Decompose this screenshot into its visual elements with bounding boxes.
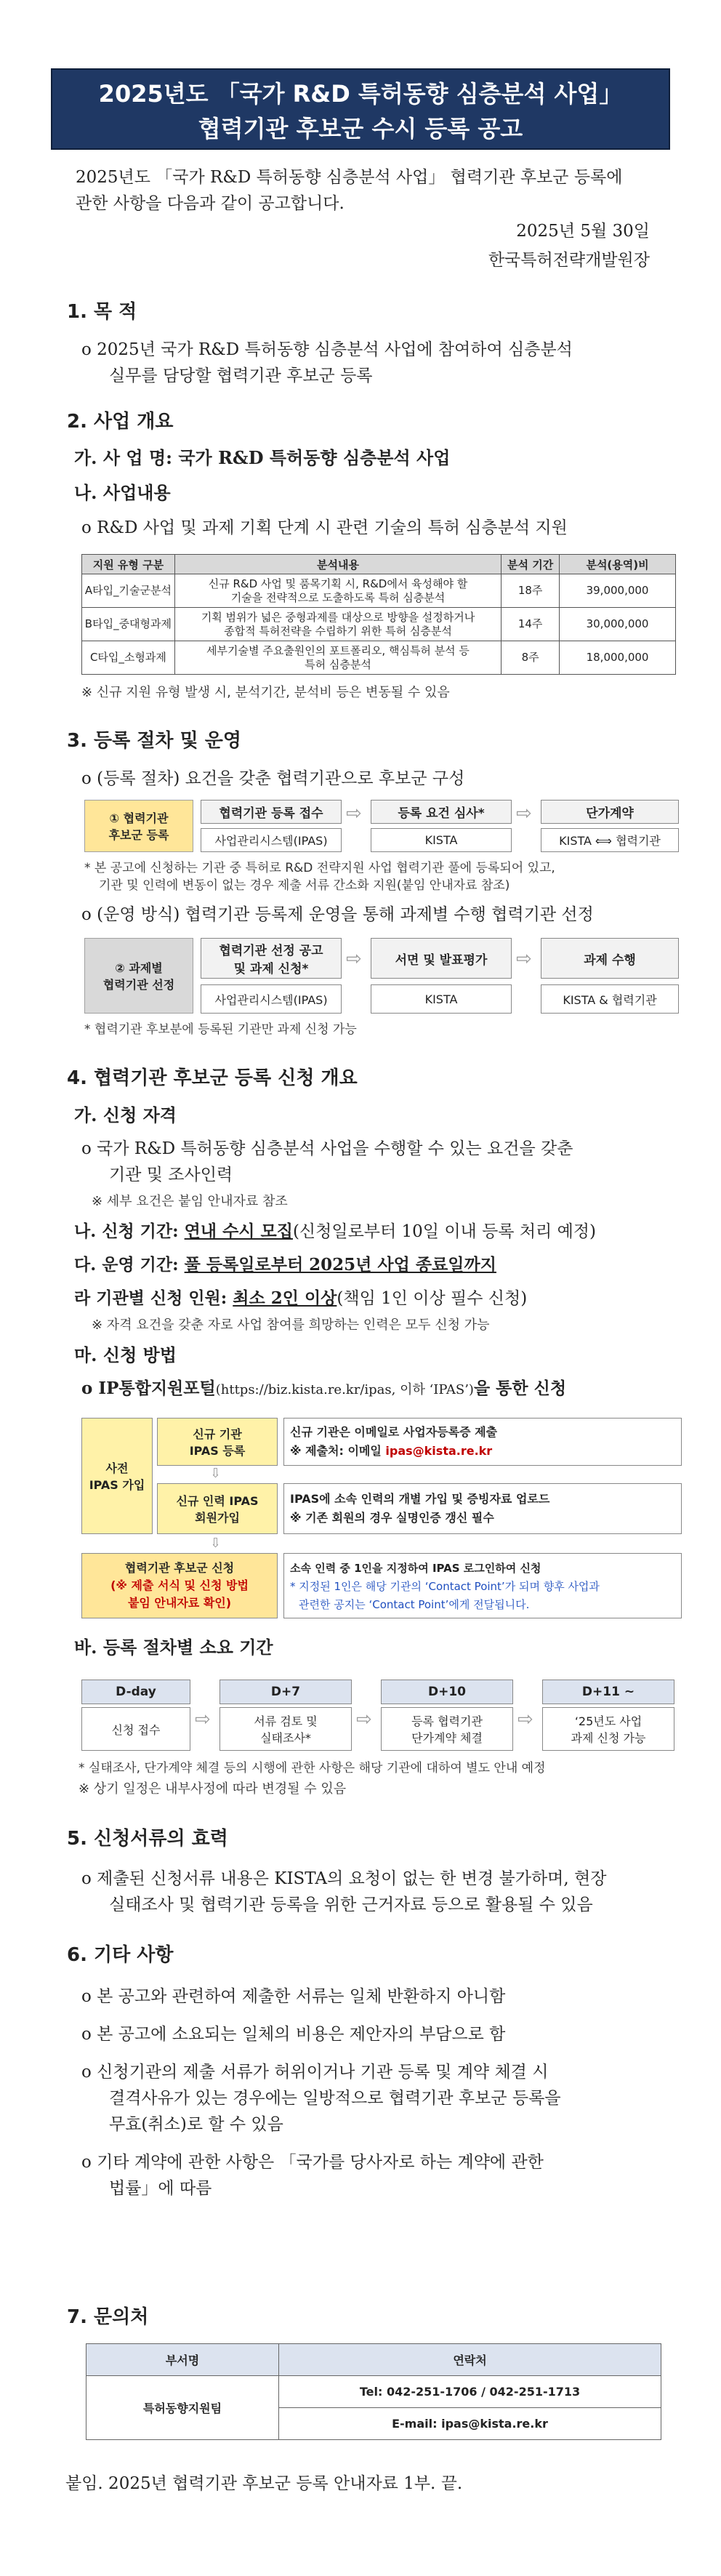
headcount-suffix: (책임 1인 이상 필수 신청) [337, 1289, 528, 1308]
s4-headcount-note: ※ 자격 요건을 갖춘 자로 사업 참여를 희망하는 인력은 모두 신청 가능 [92, 1317, 490, 1333]
flow2-step-1-head [201, 938, 342, 979]
title-line-1: 2025년도 「국가 R&D 특허동향 심층분석 사업」 [98, 80, 623, 108]
flow1-step-1-body: 사업관리시스템(IPAS) [201, 828, 342, 852]
intro-line-1: 2025년도 「국가 R&D 특허동향 심층분석 사업」 협력기관 후보군 등록에 [76, 168, 623, 187]
cell-content [174, 641, 501, 675]
s4-application-period [74, 1219, 596, 1245]
period-value: 연내 수시 모집 [184, 1221, 293, 1241]
s4-method-line [81, 1376, 566, 1403]
apply-desc-line: 신규 기관은 이메일로 사업자등록증 제출 [290, 1425, 498, 1439]
apply-step-line: 협력기관 후보군 신청 [124, 1561, 235, 1575]
apply-step-1 [157, 1418, 278, 1466]
flow2-step-head-line: 협력기관 선정 공고 [219, 944, 323, 958]
operation-prefix: 다. 운영 기간: [74, 1255, 185, 1275]
th-department: 부서명 [86, 2344, 279, 2376]
apply-desc-2 [283, 1483, 682, 1534]
flow2-step-2-body: KISTA [371, 984, 512, 1014]
flow2-step-3-head: 과제 수행 [541, 938, 679, 979]
method-prefix: o IP통합지원포털 [81, 1379, 216, 1398]
apply-desc-line [290, 1442, 675, 1461]
timeline-body-line: 실태조사* [260, 1731, 311, 1745]
s6-item-4-line-2: 법률」에 따름 [109, 2179, 212, 2198]
apply-step-line: 붙임 안내자료 확인) [127, 1596, 232, 1610]
cell-content-line: 기획 범위가 넓은 중형과제를 대상으로 방향을 설정하거나 [201, 610, 475, 624]
apply-step-line: 신규 기관 [193, 1427, 242, 1441]
section-3-heading: 3. 등록 절차 및 운영 [67, 730, 241, 752]
s3-note-1a: * 본 공고에 신청하는 기관 중 특허로 R&D 전략지원 사업 협력기관 풀에 등록되어 있고, [84, 861, 555, 875]
s4-eligibility-line-1: o 국가 R&D 특허동향 심층분석 사업을 수행할 수 있는 요건을 갖춘 [81, 1139, 573, 1158]
cell-content-line: 신규 R&D 사업 및 품목기획 시, R&D에서 육성해야 할 [208, 577, 468, 590]
cell-content-line: 특허 심층분석 [305, 657, 371, 671]
s4-timeline-note-1: * 실태조사, 단가계약 체결 등의 시행에 관한 사항은 해당 기관에 대하여 별도 안내 예정 [78, 1761, 546, 1775]
timeline-1-body: 신청 접수 [81, 1707, 190, 1751]
section-6-heading: 6. 기타 사항 [67, 1944, 174, 1966]
s2-project-name: 가. 사 업 명: 국가 R&D 특허동향 심층분석 사업 [74, 447, 451, 468]
arrow-right-icon: ⇨ [346, 803, 362, 824]
table-row [82, 608, 676, 641]
s1-line-1: o 2025년 국가 R&D 특허동향 심층분석 사업에 참여하여 심층분석 [81, 340, 573, 359]
section-1-heading: 1. 목 적 [67, 301, 137, 323]
cell-email[interactable]: E-mail: ipas@kista.re.kr [279, 2408, 661, 2440]
cell-period: 8주 [502, 641, 560, 675]
title-line-2: 협력기관 후보군 수시 등록 공고 [198, 115, 523, 143]
flow2-label-line: ② 과제별 [115, 961, 163, 975]
ipas-url-link[interactable]: (https://biz.kista.re.kr/ipas, 이하 ‘IPAS’) [215, 1382, 474, 1397]
s4-eligibility-line-2: 기관 및 조사인력 [109, 1165, 233, 1184]
arrow-down-icon: ⇩ [210, 1466, 222, 1481]
cell-content [174, 608, 501, 641]
flow2-label-line: 협력기관 선정 [102, 978, 175, 992]
cell-content-line: 종합적 특허전략을 수립하기 위한 특허 심층분석 [224, 624, 452, 638]
s3-note-1b: 기관 및 인력에 변동이 없는 경우 제출 서류 간소화 지원(붙임 안내자료 참조) [99, 878, 510, 893]
section-2-heading: 2. 사업 개요 [67, 411, 174, 433]
s6-item-4-line-1: o 기타 계약에 관한 사항은 「국가를 당사자로 하는 계약에 관한 [81, 2153, 544, 2172]
headcount-prefix: 라 기관별 신청 인원: [74, 1288, 233, 1308]
arrow-right-icon: ⇨ [516, 803, 532, 824]
s6-item-1: o 본 공고와 관련하여 제출한 서류는 일체 반환하지 아니함 [81, 1987, 506, 2006]
issuer-name: 한국특허전략개발원장 [488, 251, 650, 270]
apply-desc-1 [283, 1418, 682, 1466]
timeline-3-body [381, 1707, 513, 1751]
s4-timeline-note-2: ※ 상기 일정은 내부사정에 따라 변경될 수 있음 [78, 1781, 347, 1797]
flow2-step-1-body: 사업관리시스템(IPAS) [201, 984, 342, 1014]
cell-cost: 39,000,000 [560, 574, 676, 608]
timeline-body-line: 과제 신청 가능 [571, 1731, 646, 1745]
apply-step-line: 신규 인력 IPAS [176, 1494, 259, 1508]
flow2-step-2-head: 서면 및 발표평가 [371, 938, 512, 979]
apply-step-3 [81, 1553, 278, 1618]
arrow-right-icon: ⇨ [516, 948, 532, 970]
s4-operation-period [74, 1252, 496, 1278]
th-content: 분석내용 [174, 555, 501, 574]
flow2-step-head-line: 및 과제 신청* [233, 962, 309, 976]
apply-desc-line: ※ 기존 회원의 경우 실명인증 갱신 필수 [290, 1511, 494, 1525]
s1-line-2: 실무를 담당할 협력기관 후보군 등록 [109, 366, 373, 385]
section-7-heading: 7. 문의처 [67, 2306, 149, 2328]
table-row [82, 641, 676, 675]
th-period: 분석 기간 [502, 555, 560, 574]
s5-line-2: 실태조사 및 협력기관 등록을 위한 근거자료 등으로 활용될 수 있음 [109, 1895, 593, 1914]
s4-eligibility-heading: 가. 신청 자격 [74, 1104, 177, 1126]
timeline-body-line: 등록 협력기관 [411, 1714, 483, 1728]
section-4-heading: 4. 협력기관 후보군 등록 신청 개요 [67, 1067, 358, 1089]
apply-step-line: 회원가입 [195, 1511, 240, 1525]
flow1-step-1-head: 협력기관 등록 접수 [201, 800, 342, 824]
s4-method-heading: 마. 신청 방법 [74, 1344, 177, 1365]
cell-type: A타입_기술군분석 [82, 574, 175, 608]
apply-desc-line: * 지정된 1인은 해당 기관의 ‘Contact Point’가 되며 향후 사업과 [290, 1580, 600, 1593]
cell-type: C타입_소형과제 [82, 641, 175, 675]
cell-content-line: 기술을 전략적으로 도출하도록 특허 심층분석 [230, 590, 446, 604]
s3-paragraph-1: o (등록 절차) 요건을 갖춘 협력기관으로 후보군 구성 [81, 769, 465, 788]
timeline-body-line: 단가계약 체결 [411, 1731, 483, 1745]
timeline-4-body [542, 1707, 674, 1751]
timeline-3-head: D+10 [381, 1680, 513, 1704]
s6-item-2: o 본 공고에 소요되는 일체의 비용은 제안자의 부담으로 함 [81, 2025, 506, 2044]
s6-item-3-line-1: o 신청기관의 제출 서류가 허위이거나 기관 등록 및 계약 체결 시 [81, 2063, 549, 2082]
apply-desc-line: 소속 인력 중 1인을 지정하여 IPAS 로그인하여 신청 [290, 1562, 541, 1575]
arrow-right-icon: ⇨ [356, 1709, 372, 1730]
apply-step-2 [157, 1483, 278, 1534]
s3-paragraph-2: o (운영 방식) 협력기관 등록제 운영을 통해 과제별 수행 협력기관 선정 [81, 905, 594, 924]
cell-type: B타입_중대형과제 [82, 608, 175, 641]
arrow-down-icon: ⇩ [210, 1536, 222, 1551]
timeline-4-head: D+11 ~ [542, 1680, 674, 1704]
timeline-body-line: ‘25년도 사업 [574, 1714, 643, 1728]
apply-desc-3 [283, 1553, 682, 1618]
timeline-1-head: D-day [81, 1680, 190, 1704]
s3-note-2: * 협력기관 후보분에 등록된 기관만 과제 신청 가능 [84, 1022, 357, 1037]
intro-paragraph [76, 164, 679, 217]
arrow-right-icon: ⇨ [346, 948, 362, 970]
s2-content-line: o R&D 사업 및 과제 기획 단계 시 관련 기술의 특허 심층분석 지원 [81, 518, 568, 537]
cell-department: 특허동향지원팀 [86, 2376, 279, 2440]
apply-prereq-line: 사전 [105, 1461, 129, 1475]
cell-period: 18주 [502, 574, 560, 608]
s6-item-3-line-2: 결격사유가 있는 경우에는 일방적으로 협력기관 후보군 등록을 [109, 2089, 561, 2108]
s4-headcount [74, 1285, 527, 1312]
th-cost: 분석(용역)비 [560, 555, 676, 574]
flow1-label-line: ① 협력기관 [109, 811, 169, 825]
s2-note: ※ 신규 지원 유형 발생 시, 분석기간, 분석비 등은 변동될 수 있음 [81, 685, 450, 700]
s2-content-heading: 나. 사업내용 [74, 482, 171, 503]
arrow-right-icon: ⇨ [195, 1709, 211, 1730]
apply-step-line: IPAS 등록 [189, 1444, 246, 1458]
operation-value: 풀 등록일로부터 2025년 사업 종료일까지 [184, 1255, 496, 1275]
timeline-body-line: 서류 검토 및 [254, 1714, 318, 1728]
timeline-2-head: D+7 [219, 1680, 352, 1704]
flow1-step-3-head: 단가계약 [541, 800, 679, 824]
support-type-table [81, 554, 676, 675]
section-5-heading: 5. 신청서류의 효력 [67, 1828, 228, 1850]
th-type: 지원 유형 구분 [82, 555, 175, 574]
s5-line-1: o 제출된 신청서류 내용은 KISTA의 요청이 없는 한 변경 불가하며, 현장 [81, 1869, 607, 1888]
attachment-note: 붙임. 2025년 협력기관 후보군 등록 안내자료 1부. 끝. [65, 2474, 463, 2493]
headcount-value: 최소 2인 이상 [233, 1288, 337, 1308]
apply-step-line: (※ 제출 서식 및 신청 방법 [110, 1578, 249, 1592]
intro-line-2: 관한 사항을 다음과 같이 공고합니다. [76, 194, 345, 213]
period-suffix: (신청일로부터 10일 이내 등록 처리 예정) [292, 1222, 596, 1241]
apply-prereq-line: IPAS 가입 [89, 1478, 145, 1492]
period-prefix: 나. 신청 기간: [74, 1221, 185, 1241]
s4-timeline-heading: 바. 등록 절차별 소요 기간 [74, 1637, 273, 1658]
announcement-date: 2025년 5월 30일 [516, 222, 650, 241]
method-suffix: 을 통한 신청 [473, 1379, 567, 1398]
email-prefix: ※ 제출처: 이메일 [290, 1444, 386, 1458]
flow1-step-2-body: KISTA [371, 828, 512, 852]
s4-eligibility-note: ※ 세부 요건은 붙임 안내자료 참조 [92, 1194, 288, 1209]
flow1-label [84, 800, 193, 852]
s6-item-3-line-3: 무효(취소)로 할 수 있음 [109, 2115, 283, 2134]
apply-desc-line: IPAS에 소속 인력의 개별 가입 및 증빙자료 업로드 [290, 1492, 550, 1506]
flow2-step-3-body: KISTA & 협력기관 [541, 984, 679, 1014]
flow1-step-2-head: 등록 요건 심사* [371, 800, 512, 824]
flow1-step-3-body: KISTA ⟺ 협력기관 [541, 828, 679, 852]
cell-period: 14주 [502, 608, 560, 641]
timeline-2-body [219, 1707, 352, 1751]
cell-content-line: 세부기술별 주요출원인의 포트폴리오, 핵심특허 분석 등 [206, 643, 470, 657]
contact-table [86, 2343, 661, 2440]
flow2-label [84, 938, 193, 1014]
table-row [82, 574, 676, 608]
apply-prereq-label [81, 1418, 153, 1534]
th-contact: 연락처 [279, 2344, 661, 2376]
cell-content [174, 574, 501, 608]
cell-cost: 30,000,000 [560, 608, 676, 641]
cell-cost: 18,000,000 [560, 641, 676, 675]
arrow-right-icon: ⇨ [517, 1709, 533, 1730]
submit-email-link[interactable]: ipas@kista.re.kr [385, 1444, 493, 1458]
flow1-label-line: 후보군 등록 [108, 828, 169, 842]
page-title [51, 68, 670, 150]
apply-desc-line: 관련한 공지는 ‘Contact Point’에게 전달됩니다. [299, 1598, 530, 1611]
cell-tel: Tel: 042-251-1706 / 042-251-1713 [279, 2376, 661, 2408]
